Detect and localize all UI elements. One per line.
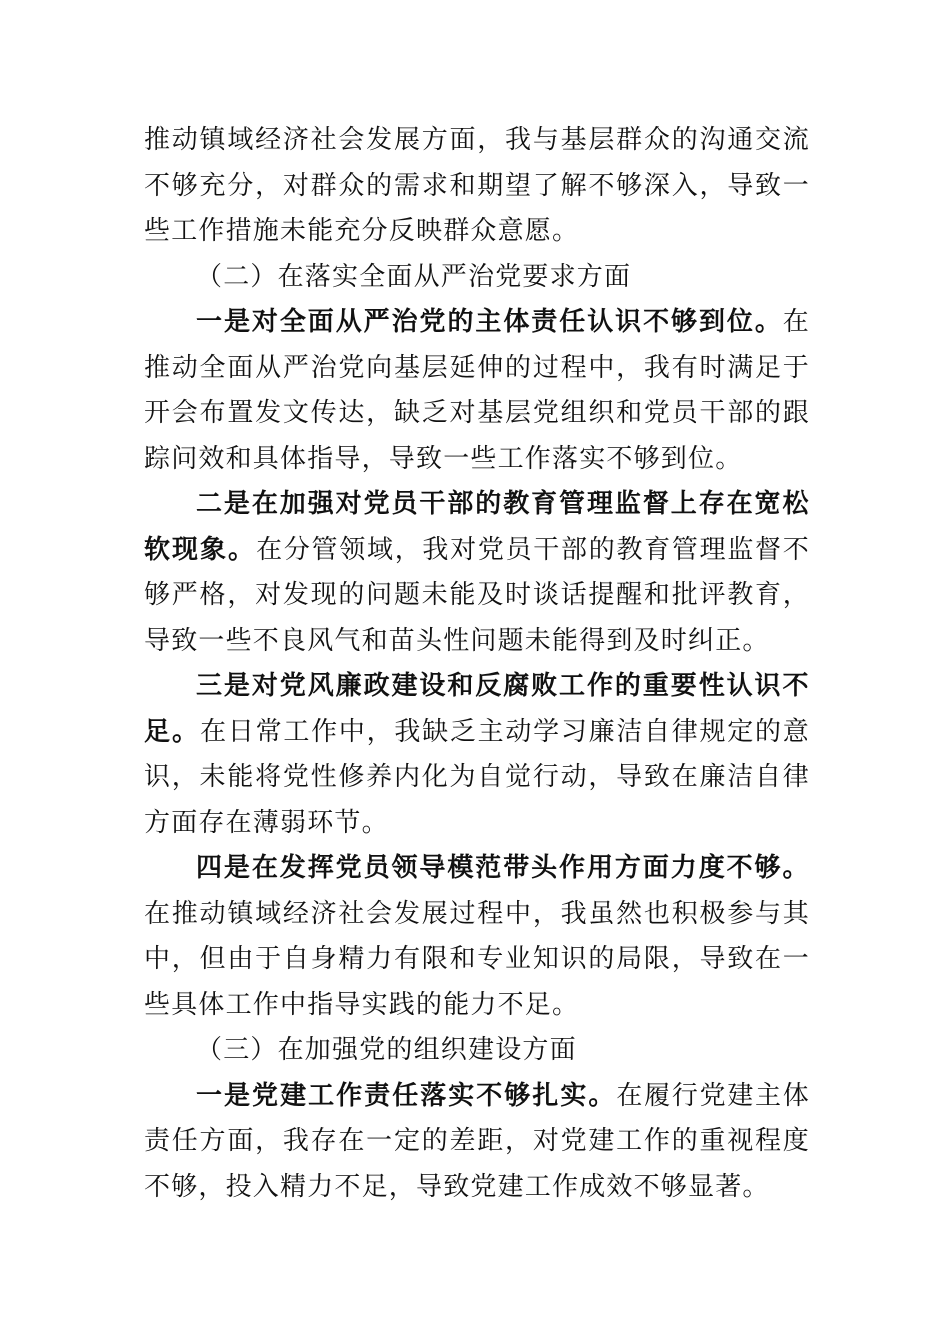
item-body: 在推动全面从严治党向基层延伸的过程中，我有时满足于开会布置发文传达，缺乏对基层党组织和党员干部的跟踪问效和具体指导，导致一些工作落实不够到位。 (144, 307, 810, 474)
item-title: 一是对全面从严治党的主体责任认识不够到位。 (196, 307, 783, 337)
intro-paragraph: 推动镇域经济社会发展方面，我与基层群众的沟通交流不够充分，对群众的需求和期望了解不够深入，导致一些工作措施未能充分反映群众意愿。 (144, 125, 810, 246)
section3-heading: （三）在加强党的组织建设方面 (196, 1035, 577, 1065)
section2-heading: （二）在落实全面从严治党要求方面 (196, 261, 632, 292)
item-body: 在分管领域，我对党员干部的教育管理监督不够严格，对发现的问题未能及时谈话提醒和批评教育，导致一些不良风气和苗头性问题未能得到及时纠正。 (144, 534, 810, 656)
item-body: 在履行党建主体责任方面，我存在一定的差距，对党建工作的重视程度不够，投入精力不足，导致党建工作成效不够显著。 (144, 1080, 810, 1202)
item-body: 在推动镇域经济社会发展过程中，我虽然也积极参与其中，但由于自身精力有限和专业知识的局限，导致在一些具体工作中指导实践的能力不足。 (144, 898, 810, 1020)
section2-item-2 (144, 482, 810, 664)
item-title: 一是党建工作责任落实不够扎实。 (196, 1080, 617, 1111)
section2-item-4 (144, 846, 810, 1028)
section2-item-3 (144, 664, 810, 846)
item-title: 二是在加强对党员干部的教育管理监督上存在宽松软现象。 (144, 489, 810, 565)
item-body: 在日常工作中，我缺乏主动学习廉洁自律规定的意识，未能将党性修养内化为自觉行动，导致在廉洁自律方面存在薄弱环节。 (144, 716, 810, 838)
item-title: 三是对党风廉政建设和反腐败工作的重要性认识不足。 (144, 671, 810, 747)
item-title: 四是在发挥党员领导模范带头作用方面力度不够。 (196, 853, 810, 883)
document-page (144, 118, 810, 1210)
section2-item-1 (144, 300, 810, 482)
section3-item-1 (144, 1074, 810, 1211)
